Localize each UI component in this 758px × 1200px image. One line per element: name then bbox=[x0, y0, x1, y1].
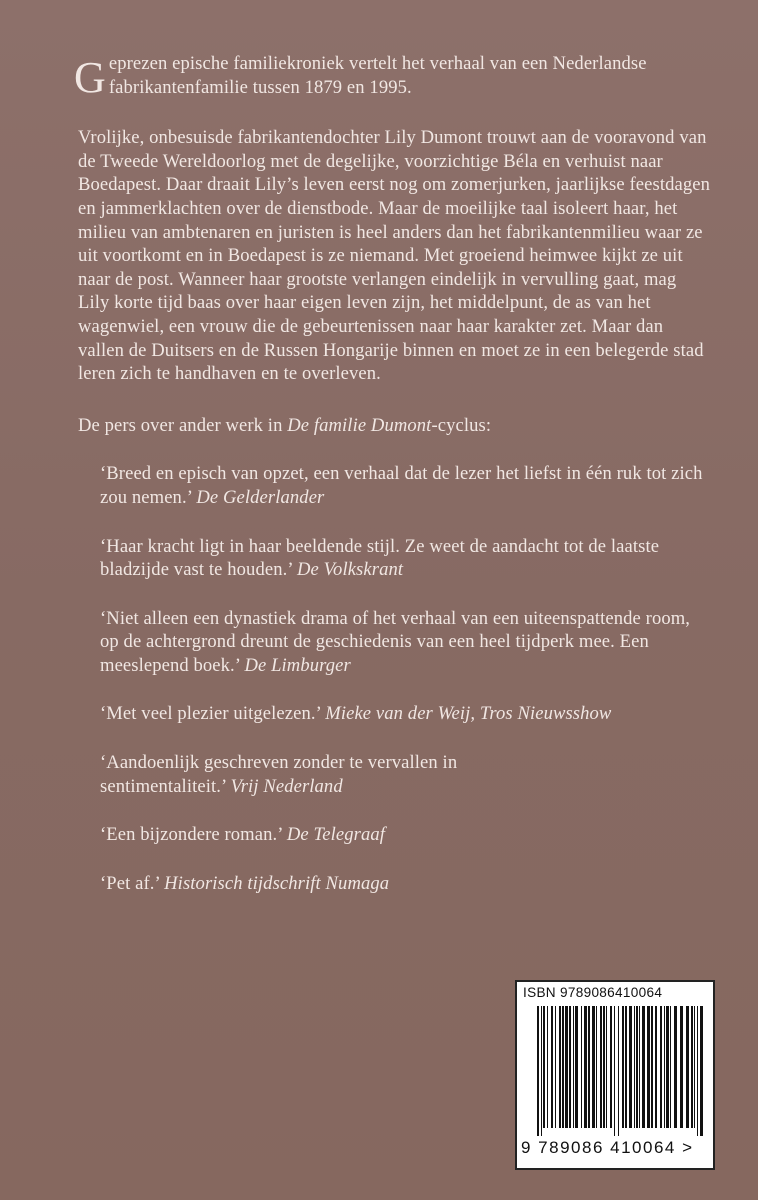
press-quote: ‘Met veel plezier uitgelezen.’ Mieke van der Weij, Tros Nieuwsshow bbox=[100, 703, 612, 725]
intro-text: eprezen epische familiekroniek vertelt het verhaal van een Nederlandse fabrikantenfamilie tussen 1879 en 1995. bbox=[108, 53, 647, 98]
barcode-bar bbox=[670, 1006, 671, 1128]
barcode-bar bbox=[636, 1006, 638, 1128]
barcode-bar bbox=[686, 1006, 689, 1128]
barcode-bar bbox=[575, 1006, 578, 1128]
barcode-bar bbox=[610, 1006, 612, 1128]
isbn-barcode bbox=[515, 980, 715, 1170]
barcode-bars bbox=[537, 1006, 707, 1136]
barcode-bar bbox=[651, 1006, 653, 1128]
barcode-bar bbox=[547, 1006, 548, 1128]
barcode-bar bbox=[541, 1006, 542, 1136]
press-quote: ‘Haar kracht ligt in haar beeldende stijl. Ze weet de aandacht tot de laatste bladzijde vast te houden.’ De Volkskrant bbox=[100, 535, 660, 581]
intro-paragraph bbox=[74, 52, 710, 102]
barcode-bar bbox=[622, 1006, 624, 1128]
barcode-bar bbox=[592, 1006, 595, 1128]
quote-source: De Volkskrant bbox=[297, 559, 404, 581]
barcode-bar bbox=[581, 1006, 582, 1128]
press-heading: De pers over ander werk in De familie Dumont-cyclus: bbox=[78, 414, 492, 436]
barcode-bar bbox=[569, 1006, 571, 1128]
barcode-bar bbox=[697, 1006, 698, 1136]
synopsis-paragraph: Vrolijke, onbesuisde fabrikantendochter Lily Dumont trouwt aan de vooravond van de Tweede Wereldoorlog met de degelijke, voorzichtige Béla en verhuist naar Boedapest. Daar draait Lily’s leven eerst nog om zomerjurken, jaarlijkse feestdagen en jammerklachten over de dienstbode. Maar de moeilijke taal isoleert haar, het milieu van ambtenaren en juristen is heel anders dan het fabrikantenmilieu waar ze uit voortkomt en in Boedapest is ze niemand. Met groeiend heimwee kijkt ze uit naar de post. Wanneer haar grootste verlangen eindelijk in vervulling gaat, mag Lily korte tijd baas over haar eigen leven zijn, het middelpunt, de as van het wagenwiel, een vrouw die de gebeurtenissen naar haar karakter zet. Maar dan vallen de Duitsers en de Russen Hongarije binnen en moet ze in een belegerde stad leren zich te handhaven en te overleven. bbox=[78, 127, 710, 385]
press-quote: ‘Breed en episch van opzet, een verhaal dat de lezer het liefst in één ruk tot zich zou nemen.’ De Gelderlander bbox=[100, 463, 703, 508]
barcode-bar bbox=[559, 1006, 561, 1128]
series-title: De familie Dumont bbox=[287, 414, 432, 436]
barcode-bar bbox=[543, 1006, 545, 1128]
barcode-bar bbox=[680, 1006, 683, 1128]
barcode-bar bbox=[664, 1006, 665, 1128]
barcode-bar bbox=[600, 1006, 602, 1128]
barcode-bar bbox=[629, 1006, 632, 1128]
barcode-bar bbox=[584, 1006, 587, 1128]
barcode-bar bbox=[588, 1006, 590, 1128]
barcode-bar bbox=[551, 1006, 553, 1128]
barcode-bar bbox=[596, 1006, 597, 1128]
quote-source: De Limburger bbox=[244, 654, 351, 676]
press-quotes bbox=[78, 462, 710, 895]
barcode-bar bbox=[618, 1006, 619, 1136]
press-quote: ‘Een bijzondere roman.’ De Telegraaf bbox=[100, 824, 386, 846]
barcode-bar bbox=[537, 1006, 539, 1136]
barcode-bar bbox=[603, 1006, 605, 1128]
press-quote: ‘Aandoenlijk geschreven zonder te vervallen in sentimentaliteit.’ Vrij Nederland bbox=[100, 752, 458, 797]
quote-source: Vrij Nederland bbox=[230, 775, 343, 797]
press-quote: ‘Pet af.’ Historisch tijdschrift Numaga bbox=[100, 872, 390, 894]
barcode-bar bbox=[565, 1006, 568, 1128]
barcode-bar bbox=[562, 1006, 564, 1128]
barcode-bar bbox=[666, 1006, 669, 1128]
quote-source: Mieke van der Weij, Tros Nieuwsshow bbox=[325, 703, 612, 725]
barcode-bar bbox=[700, 1006, 703, 1136]
barcode-bar bbox=[639, 1006, 640, 1128]
barcode-bar bbox=[674, 1006, 677, 1128]
isbn-label: ISBN 9789086410064 bbox=[523, 985, 663, 1000]
barcode-bar bbox=[606, 1006, 607, 1128]
barcode-bar bbox=[691, 1006, 693, 1128]
press-quote: ‘Niet alleen een dynastiek drama of het verhaal van een uiteenspattende room, op de achtergrond dreunt de geschiedenis van een heel tijdperk mee. Een meeslepend boek.’ De Limburger bbox=[100, 607, 691, 676]
cover-text bbox=[74, 52, 710, 895]
barcode-bar bbox=[573, 1006, 574, 1128]
quote-source: Historisch tijdschrift Numaga bbox=[164, 872, 390, 894]
barcode-bar bbox=[634, 1006, 635, 1128]
barcode-bar bbox=[647, 1006, 650, 1128]
quote-source: De Gelderlander bbox=[196, 486, 325, 508]
barcode-bar bbox=[655, 1006, 657, 1128]
barcode-bar bbox=[614, 1006, 615, 1136]
quote-source: De Telegraaf bbox=[286, 824, 386, 846]
barcode-bar bbox=[555, 1006, 556, 1128]
barcode-digits: 9 789086 410064 > bbox=[521, 1138, 694, 1157]
barcode-bar bbox=[625, 1006, 627, 1128]
drop-cap: G bbox=[74, 53, 106, 102]
barcode-bar bbox=[642, 1006, 645, 1128]
barcode-bar bbox=[660, 1006, 662, 1128]
barcode-bar bbox=[694, 1006, 695, 1128]
